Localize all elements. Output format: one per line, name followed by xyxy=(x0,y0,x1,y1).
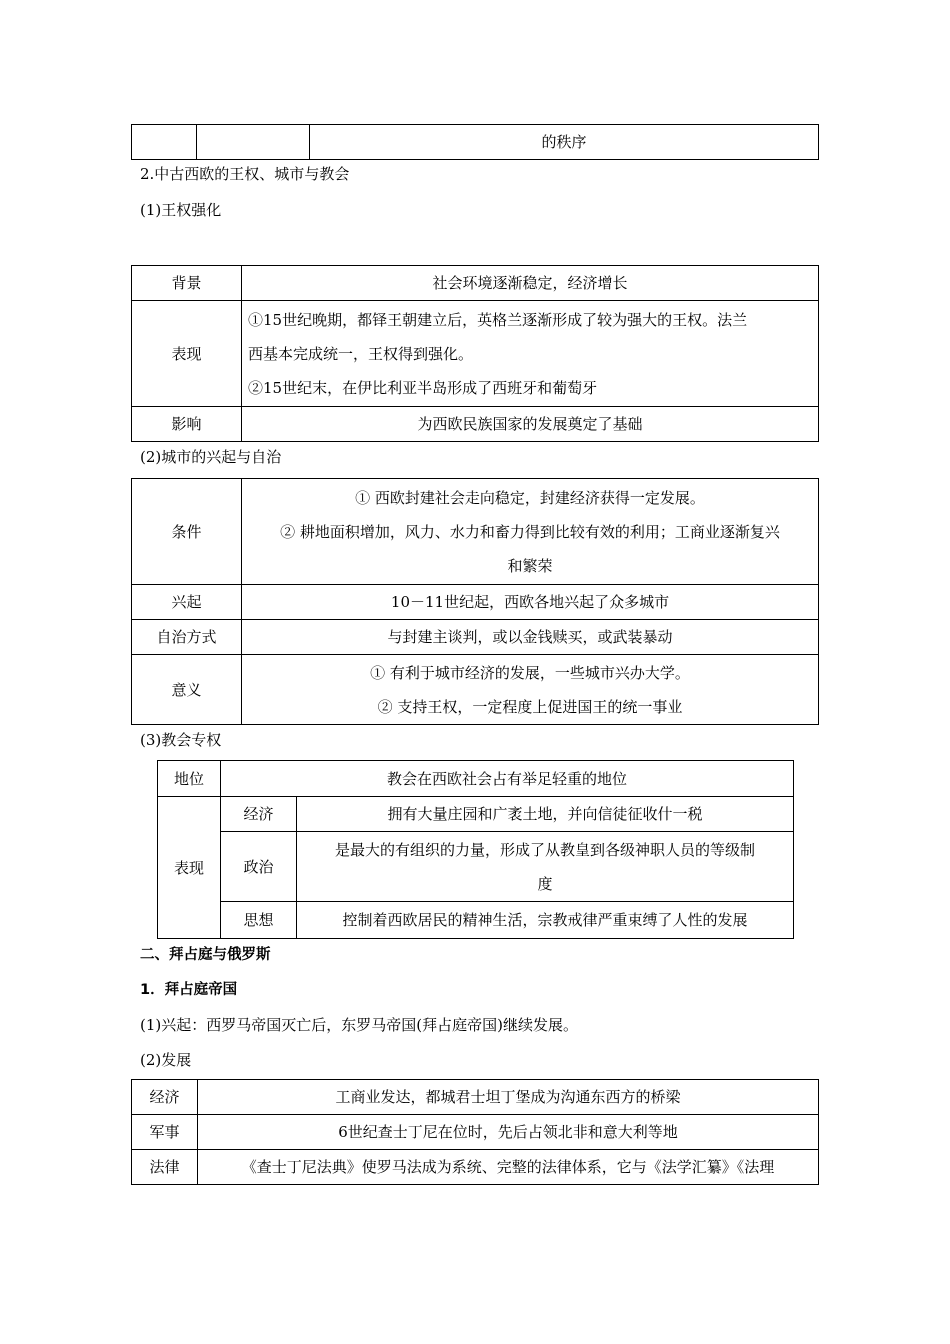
table-row xyxy=(132,655,819,725)
royal-label-background: 背景 xyxy=(132,266,242,301)
text-line: ②15世纪末，在伊比利亚半岛形成了西班牙和葡萄牙 xyxy=(248,378,598,397)
church-label-performance: 表现 xyxy=(158,797,221,939)
section-2-title: 2.中古西欧的王权、城市与教会 xyxy=(140,165,350,183)
top-cell-1 xyxy=(132,125,197,160)
byzantine-table xyxy=(131,1079,819,1185)
city-title: (2)城市的兴起与自治 xyxy=(140,448,282,466)
table-row xyxy=(132,1115,819,1150)
byz-label-law: 法律 xyxy=(132,1150,198,1185)
table-row xyxy=(158,902,794,939)
table-row xyxy=(132,407,819,442)
byzantine-rise: (1)兴起：西罗马帝国灭亡后，东罗马帝国(拜占庭帝国)继续发展。 xyxy=(140,1016,578,1034)
church-label-thought: 思想 xyxy=(221,902,297,939)
table-row xyxy=(132,1080,819,1115)
city-label-rise: 兴起 xyxy=(132,585,242,620)
table-row xyxy=(132,266,819,301)
byz-text-law: 《查士丁尼法典》使罗马法成为系统、完整的法律体系，它与《法学汇纂》《法理 xyxy=(198,1150,819,1185)
city-table xyxy=(131,478,819,725)
table-row xyxy=(132,479,819,585)
byz-label-economy: 经济 xyxy=(132,1080,198,1115)
city-text-autonomy: 与封建主谈判，或以金钱赎买，或武装暴动 xyxy=(242,620,819,655)
text-line: 度 xyxy=(537,874,553,893)
text-line: ② 支持王权，一定程度上促进国王的统一事业 xyxy=(377,697,683,716)
byz-text-economy: 工商业发达，都城君士坦丁堡成为沟通东西方的桥梁 xyxy=(198,1080,819,1115)
church-text-economy: 拥有大量庄园和广袤土地，并向信徒征收什一税 xyxy=(297,797,794,832)
text-line: ② 耕地面积增加，风力、水力和畜力得到比较有效的利用；工商业逐渐复兴 xyxy=(280,522,780,541)
byz-text-military: 6世纪查士丁尼在位时，先后占领北非和意大利等地 xyxy=(198,1115,819,1150)
church-title: (3)教会专权 xyxy=(140,731,222,749)
royal-text-performance xyxy=(242,301,819,407)
royal-text-background: 社会环境逐渐稳定，经济增长 xyxy=(242,266,819,301)
text-line: ①15世纪晚期，都铎王朝建立后，英格兰逐渐形成了较为强大的王权。法兰 xyxy=(248,310,748,329)
church-label-status: 地位 xyxy=(158,761,221,797)
text-line: 是最大的有组织的力量，形成了从教皇到各级神职人员的等级制 xyxy=(334,840,755,859)
text-line: 和繁荣 xyxy=(507,556,553,575)
church-table xyxy=(157,760,794,939)
table-row xyxy=(158,797,794,832)
royal-label-influence: 影响 xyxy=(132,407,242,442)
church-label-economy: 经济 xyxy=(221,797,297,832)
byzantine-title: 1．拜占庭帝国 xyxy=(140,982,238,998)
table-row xyxy=(132,585,819,620)
city-text-rise: 10－11世纪起，西欧各地兴起了众多城市 xyxy=(242,585,819,620)
table-row xyxy=(158,832,794,902)
table-row xyxy=(132,301,819,407)
royal-title: (1)王权强化 xyxy=(140,201,222,219)
top-cell-3: 的秩序 xyxy=(310,125,819,160)
table-row xyxy=(132,1150,819,1185)
royal-table xyxy=(131,265,819,442)
royal-label-performance: 表现 xyxy=(132,301,242,407)
city-label-autonomy: 自治方式 xyxy=(132,620,242,655)
church-text-status: 教会在西欧社会占有举足轻重的地位 xyxy=(221,761,794,797)
city-text-conditions xyxy=(242,479,819,585)
table-row xyxy=(132,620,819,655)
text-line: 西基本完成统一，王权得到强化。 xyxy=(248,344,474,363)
part-2-title: 二、拜占庭与俄罗斯 xyxy=(140,947,271,963)
byzantine-development-title: (2)发展 xyxy=(140,1051,192,1069)
church-label-politics: 政治 xyxy=(221,832,297,902)
church-text-politics xyxy=(297,832,794,902)
city-label-conditions: 条件 xyxy=(132,479,242,585)
table-row xyxy=(158,761,794,797)
city-label-significance: 意义 xyxy=(132,655,242,725)
church-text-thought: 控制着西欧居民的精神生活，宗教戒律严重束缚了人性的发展 xyxy=(297,902,794,939)
royal-text-influence: 为西欧民族国家的发展奠定了基础 xyxy=(242,407,819,442)
top-partial-table xyxy=(131,124,819,160)
byz-label-military: 军事 xyxy=(132,1115,198,1150)
top-cell-2 xyxy=(197,125,310,160)
text-line: ① 西欧封建社会走向稳定，封建经济获得一定发展。 xyxy=(355,488,705,507)
city-text-significance xyxy=(242,655,819,725)
text-line: ① 有利于城市经济的发展，一些城市兴办大学。 xyxy=(370,663,690,682)
